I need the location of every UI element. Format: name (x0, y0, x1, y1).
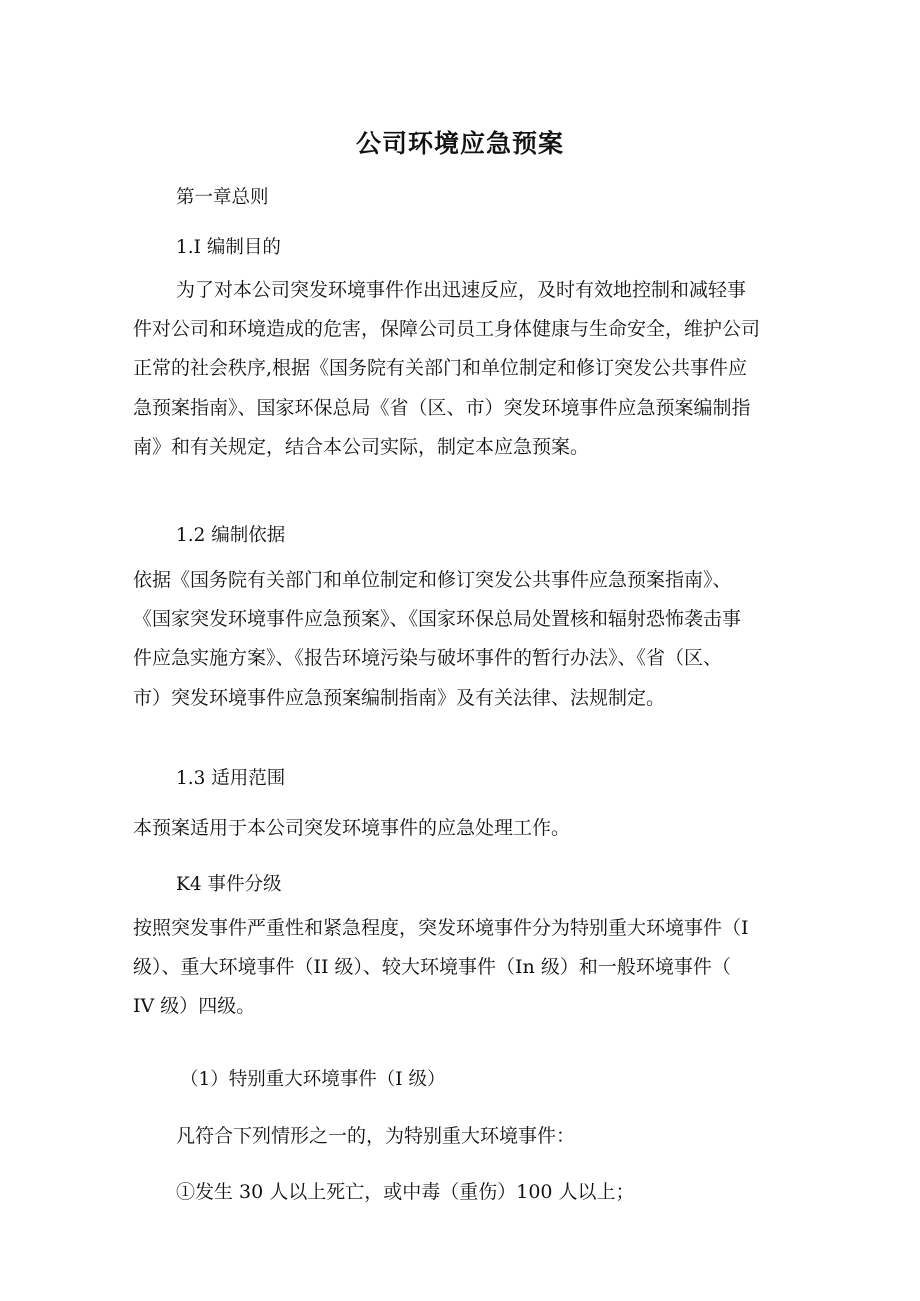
section-1-4-paragraph (133, 909, 793, 1027)
paragraph-line: 市）突发环境事件应急预案编制指南》及有关法律、法规制定。 (133, 686, 666, 709)
paragraph-line: 件对公司和环境造成的危害，保障公司员工身体健康与生命安全，维护公司 (133, 318, 761, 341)
section-1-1-heading: 1.I 编制目的 (176, 237, 281, 258)
paragraph-line: 正常的社会秩序,根据《国务院有关部门和单位制定和修订突发公共事件应 (133, 357, 748, 380)
paragraph-line: 《国家突发环境事件应急预案》、《国家环保总局处置核和辐射恐怖袭击事 (133, 608, 742, 631)
paragraph-line: 南》和有关规定，结合本公司实际，制定本应急预案。 (133, 435, 590, 458)
level-1-intro: 凡符合下列情形之一的，为特别重大环境事件： (176, 1125, 576, 1147)
level-1-heading: （1）特别重大环境事件（I 级） (180, 1069, 446, 1090)
paragraph-line: IV 级）四级。 (133, 995, 256, 1018)
section-1-2-paragraph (133, 561, 793, 718)
chapter-heading: 第一章总则 (176, 187, 269, 208)
paragraph-line: 依据《国务院有关部门和单位制定和修订突发公共事件应急预案指南》、 (133, 569, 732, 591)
section-1-4-heading: K4 事件分级 (176, 874, 282, 895)
document-title: 公司环境应急预案 (355, 129, 564, 158)
paragraph-line: 按照突发事件严重性和紧急程度，突发环境事件分为特别重大环境事件（I (133, 917, 749, 939)
paragraph-line: 级）、重大环境事件（II 级）、较大环境事件（In 级）和一般环境事件（ (133, 956, 731, 979)
section-1-2-heading: 1.2 编制依据 (176, 525, 286, 546)
paragraph-line: 为了对本公司突发环境事件作出迅速反应，及时有效地控制和减轻事 (176, 279, 747, 301)
paragraph-line: 急预案指南》、国家环保总局《省（区、市）突发环境事件应急预案编制指 (133, 396, 751, 419)
level-1-item-1: ①发生 30 人以上死亡，或中毒（重伤）100 人以上； (176, 1181, 635, 1203)
paragraph-line: 件应急实施方案》、《报告环境污染与破坏事件的暂行办法》、《省（区、 (133, 647, 723, 670)
section-1-3-heading: 1.3 适用范围 (176, 768, 286, 789)
section-1-1-paragraph (133, 271, 793, 467)
section-1-3-text: 本预案适用于本公司突发环境事件的应急处理工作。 (133, 817, 571, 839)
